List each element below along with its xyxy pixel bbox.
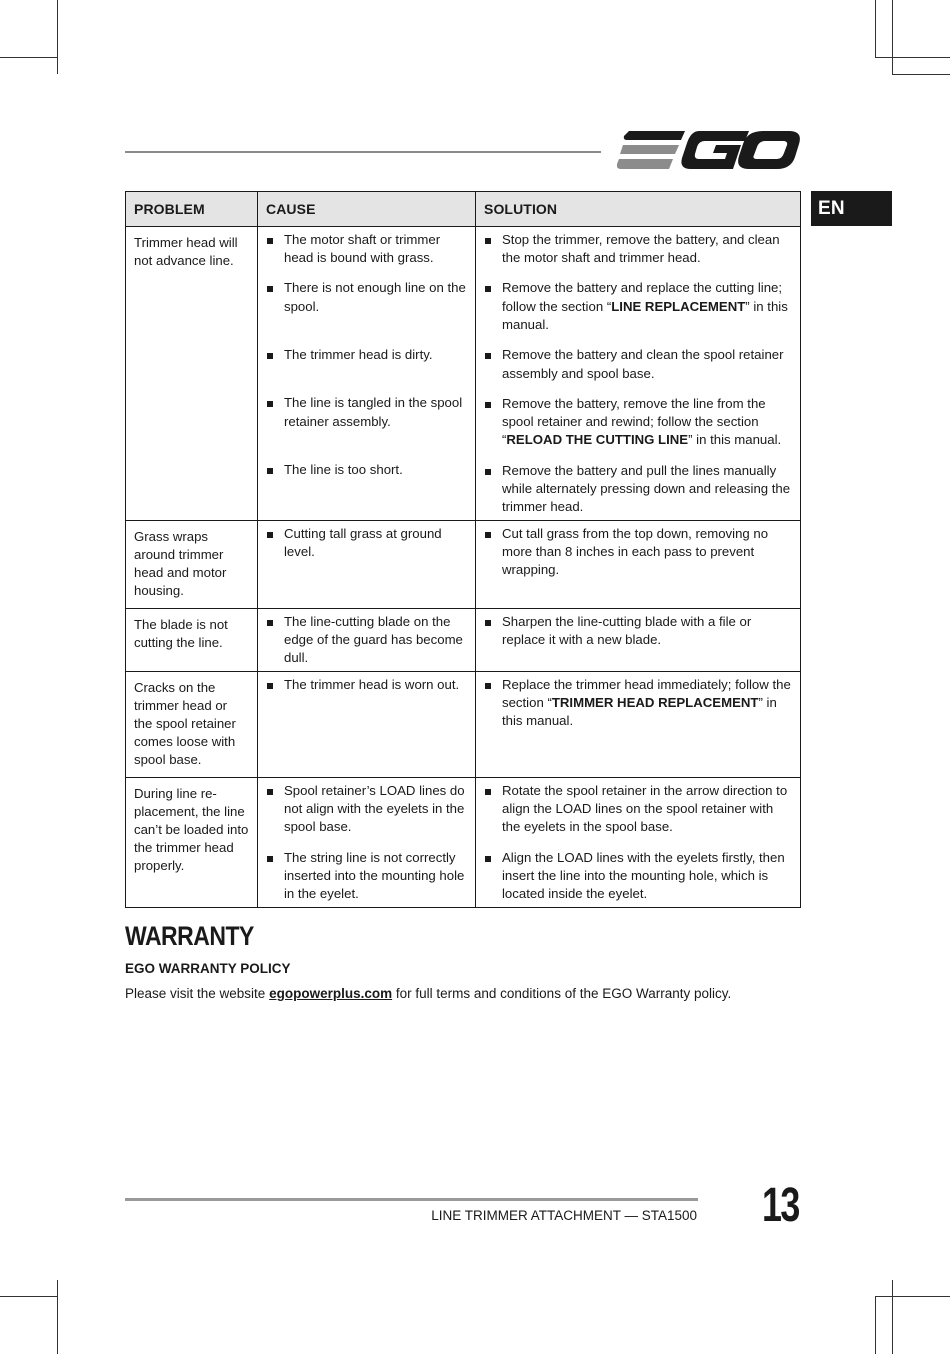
table-header-row (126, 192, 801, 227)
crop-mark (892, 74, 950, 75)
ego-logo (617, 128, 801, 172)
crop-mark (875, 1296, 876, 1354)
cause-text: The string line is not correctly inserted into the mounting hole in the eyelet. (284, 849, 465, 902)
crop-mark (875, 1296, 950, 1297)
solution-item (484, 525, 792, 580)
bullet-icon (485, 856, 491, 862)
solution-text-part: Stop the trimmer, remove the battery, and clean the motor shaft and trimmer head. (502, 232, 780, 266)
cause-item (266, 613, 467, 668)
solution-text-part: Remove the battery and replace the cutting line; follow the section “ (502, 280, 783, 314)
solution-cell (476, 608, 801, 671)
header-problem: PROBLEM (126, 192, 258, 227)
solution-text (502, 782, 792, 837)
table-row (126, 671, 801, 777)
solution-item (484, 676, 792, 731)
cause-cell (258, 777, 476, 907)
bullet-icon (267, 789, 273, 795)
problem-cell: Cracks on the trimmer head or the spool retainer comes loose with spool base. (126, 671, 258, 777)
bullet-icon (267, 353, 273, 359)
solution-text-part: Remove the battery, remove the line from the spool retainer and rewind; follow the section “ (502, 395, 766, 448)
solution-text (502, 279, 792, 334)
bullet-icon (267, 856, 273, 862)
bullet-icon (267, 532, 273, 538)
crop-mark (0, 57, 57, 58)
cause-text: The line is tangled in the spool retainer assembly. (284, 395, 463, 429)
solution-cell (476, 671, 801, 777)
table-row (126, 520, 801, 608)
crop-mark (57, 0, 58, 74)
solution-text (502, 346, 792, 382)
bullet-icon (267, 620, 273, 626)
table-row (126, 608, 801, 671)
cause-text: Spool retainer’s LOAD lines do not align with the eyelets in the spool base. (284, 782, 465, 835)
cause-item (266, 279, 467, 334)
bullet-icon (485, 532, 491, 538)
cause-text: The trimmer head is worn out. (284, 676, 460, 692)
footer-doc-title: LINE TRIMMER ATTACHMENT — STA1500 (431, 1208, 697, 1223)
solution-text (502, 462, 792, 517)
cause-item (266, 231, 467, 267)
table-row (126, 777, 801, 907)
cause-cell (258, 671, 476, 777)
warranty-link[interactable]: egopowerplus.com (269, 986, 393, 1001)
solution-item (484, 782, 792, 837)
section-reference: RELOAD THE CUTTING LINE (506, 432, 689, 448)
solution-item (484, 395, 792, 450)
cause-cell (258, 520, 476, 608)
bullet-icon (267, 286, 273, 292)
troubleshooting-table (125, 191, 801, 908)
cause-item (266, 676, 467, 731)
solution-text (502, 525, 792, 580)
solution-text (502, 849, 792, 904)
crop-mark (57, 1280, 58, 1354)
solution-text (502, 395, 792, 450)
solution-item (484, 231, 792, 267)
cause-text: The line-cutting blade on the edge of the guard has become dull. (284, 613, 463, 666)
cause-text: The line is too short. (284, 462, 403, 478)
solution-text-part: Align the LOAD lines with the eyelets firstly, then insert the line into the mounting hole, which is located inside the eyelet. (502, 849, 785, 902)
solution-cell (476, 777, 801, 907)
solution-item (484, 849, 792, 904)
bullet-icon (267, 401, 273, 407)
section-reference: LINE REPLACEMENT (611, 298, 746, 314)
solution-cell (476, 520, 801, 608)
crop-mark (892, 1280, 893, 1354)
solution-text-part: ” in this manual. (502, 694, 777, 729)
cause-item (266, 782, 467, 837)
cause-text: The trimmer head is dirty. (284, 347, 433, 363)
problem-cell: During line re-placement, the line can’t be loaded into the trimmer head properly. (126, 777, 258, 907)
problem-cell: The blade is not cutting the line. (126, 608, 258, 671)
solution-text (502, 231, 792, 267)
cause-item (266, 346, 467, 382)
bullet-icon (267, 683, 273, 689)
table-body (126, 227, 801, 908)
header-cause: CAUSE (258, 192, 476, 227)
warranty-text-before: Please visit the website (125, 986, 270, 1001)
cause-cell (258, 608, 476, 671)
cause-item (266, 394, 467, 449)
solution-text (502, 676, 792, 731)
solution-text-part: Sharpen the line-cutting blade with a file or replace it with a new blade. (502, 613, 752, 647)
bullet-icon (485, 620, 491, 626)
language-tab: EN (811, 191, 892, 226)
bullet-icon (485, 469, 491, 475)
solution-item (484, 346, 792, 382)
solution-text-part: Remove the battery and pull the lines manually while alternately pressing down and releasing the trimmer head. (502, 462, 791, 515)
solution-item (484, 613, 792, 668)
cause-item (266, 525, 467, 580)
problem-cell: Trimmer head will not advance line. (126, 227, 258, 521)
solution-cell (476, 227, 801, 521)
bullet-icon (485, 286, 491, 292)
warranty-paragraph (125, 986, 731, 1001)
solution-text-part: Rotate the spool retainer in the arrow direction to align the LOAD lines on the spool retainer with the eyelets in the spool base. (502, 782, 788, 835)
crop-mark (875, 57, 950, 58)
solution-text-part: ” in this manual. (502, 298, 788, 332)
solution-text-part: Remove the battery and clean the spool retainer assembly and spool base. (502, 347, 784, 381)
solution-text-part: Cut tall grass from the top down, removing no more than 8 inches in each pass to prevent wrapping. (502, 525, 769, 578)
problem-cell: Grass wraps around trimmer head and motor housing. (126, 520, 258, 608)
crop-mark (875, 0, 876, 57)
warranty-subheading: EGO WARRANTY POLICY (125, 961, 291, 976)
warranty-text-after: for full terms and conditions of the EGO Warranty policy. (392, 986, 732, 1001)
section-reference: TRIMMER HEAD REPLACEMENT (551, 694, 759, 710)
page-number: 13 (762, 1177, 799, 1232)
cause-cell (258, 227, 476, 521)
cause-text: The motor shaft or trimmer head is bound with grass. (284, 232, 441, 266)
header-solution: SOLUTION (476, 192, 801, 227)
bullet-icon (267, 238, 273, 244)
bullet-icon (267, 468, 273, 474)
cause-text: Cutting tall grass at ground level. (284, 525, 442, 560)
footer-rule (125, 1198, 698, 1201)
bullet-icon (485, 402, 491, 408)
solution-text-part: Replace the trimmer head immediately; follow the section “ (502, 676, 791, 710)
cause-text: There is not enough line on the spool. (284, 280, 466, 314)
cause-item (266, 461, 467, 516)
solution-text-part: ” in this manual. (688, 432, 782, 448)
bullet-icon (485, 683, 491, 689)
crop-mark (892, 0, 893, 74)
table-row (126, 227, 801, 521)
cause-item (266, 849, 467, 904)
bullet-icon (485, 238, 491, 244)
bullet-icon (485, 789, 491, 795)
solution-text (502, 613, 792, 649)
solution-item (484, 462, 792, 517)
header-rule (125, 151, 601, 153)
crop-mark (0, 1296, 57, 1297)
bullet-icon (485, 353, 491, 359)
warranty-heading: WARRANTY (125, 921, 254, 951)
solution-item (484, 279, 792, 334)
